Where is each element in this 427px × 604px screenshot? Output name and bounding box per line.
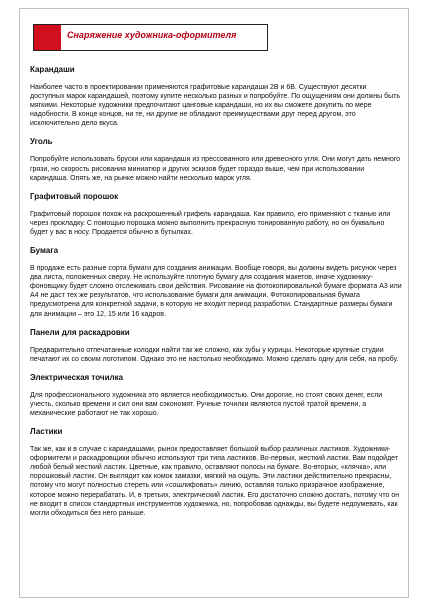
section-erasers	[30, 427, 402, 518]
section-title: Уголь	[30, 137, 53, 147]
section-graphite-powder	[30, 192, 402, 237]
section-title: Ластики	[30, 427, 63, 437]
section-charcoal	[30, 137, 402, 182]
section-storyboard-panels	[30, 328, 402, 364]
section-paper	[30, 246, 402, 319]
document-content	[30, 65, 402, 518]
header-title: Снаряжение художника-оформителя	[67, 30, 237, 40]
section-title: Графитовый порошок	[30, 191, 119, 201]
section-text: Для профессионального художника это является необходимостью. Они дорогие, но стоят своих денег, если учесть, сколько времени и сил они вам сэкономят. Ручные точилки являются пустой тратой времени, а механические работают не так хорошо.	[30, 391, 383, 417]
section-title: Бумага	[30, 246, 59, 256]
section-title: Панели для раскадровки	[30, 327, 130, 337]
section-title: Электрическая точилка	[30, 372, 124, 382]
section-title: Карандаши	[30, 65, 75, 74]
section-text: Так же, как и в случае с карандашами, рынок предоставляет большой выбор различных ластиков. Художники-оформители и раскадровщики обычно используют три типа ластиков. Во-первых, жесткий ластик. Вам подойдет любой белый жесткий ластик. Цветные, как правило, оставляют полосы на бумаге. Во-вторых, «клячка», или порошковый ластик. Он выглядит как комок замазки, мягкий на ощупь. Эти ластики действительно прекрасны, потому что могут полностью стереть или «сошлифовать» линию, оставляя только призрачное изображение, которое можно перерабатать. И, в третьих, электрический ластик. Его достаточно сложно достать, потому что он не входит в список стандартных инструментов художника, но, попробовав однажды, вы будете недоумевать, как могли обходиться без него раньше.	[30, 446, 400, 517]
document-page	[19, 8, 409, 598]
header-banner	[33, 24, 268, 51]
section-electric-sharpener	[30, 373, 402, 418]
section-text: Предварительно отпечатанные колодки найти так же сложно, как зубы у курицы. Некоторые крупные студии печатают их со своим логотипом. Однако это не настолько необходимо. Можно сделать одну для себя, на пробу.	[30, 346, 399, 363]
section-text: Наиболее часто в проектировании применяются графитовые карандаши 2B и 6B. Существуют десятки доступных марок карандашей, поэтому купите несколько разных и попробуйте. По ощущениям они должны быть мягкими. Некоторые художники предпочитают цанговые карандаши, но их вы сможете докупить по мере надобности. В конце концов, ни те, ни другие не обладают преимуществами друг перед другом, это исключительно дело вкуса.	[30, 84, 401, 128]
red-square-decoration	[34, 25, 61, 50]
section-text: Графитовый порошок похож на раскрошенный грифель карандаша. Как правило, его применяют с тканью или через прокладку. С помощью порошка можно выполнить прекрасную тонированную работу, но он буквально будет у вас в носу. Продается обычно в бутылках.	[30, 210, 391, 236]
section-pencils	[30, 65, 402, 128]
section-text: Попробуйте использовать бруски или карандаши из прессованного или древесного угля. Они могут дать немного грязи, но скорость рисования миниатюр и других эскизов будет гораздо выше, чем при использовании карандаша. Опять же, на рынке можно найти несколько марок угля.	[30, 156, 401, 182]
section-text: В продаже есть разные сорта бумаги для создания анимации. Вообще говоря, вы должны видеть рисунок через два листа, положенных сверху. Не используйте плотную бумагу для создания макетов, иначе художнику-фоновщику будет сложно отслеживать свои действия. Рисование на фотокопировальной бумаге формата А3 или А4 не даст тех же результатов, что использование бумаги для анимации. Фотокопировальная бумага предусмотрена для конкретной задачи, в которую не входит период разработки. Стандартные размеры бумаги для анимации – это 12, 15 или 16 кадров.	[30, 265, 402, 318]
